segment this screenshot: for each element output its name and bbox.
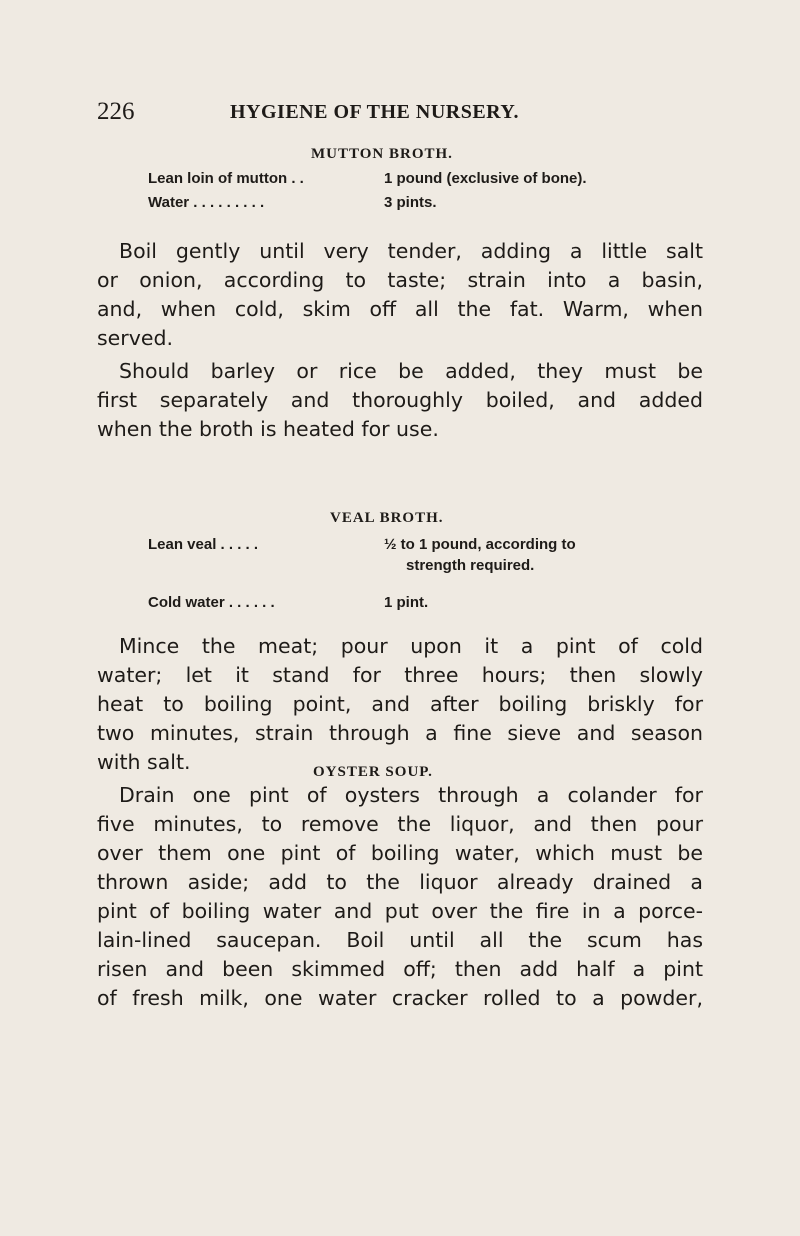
ingredient-name: Lean veal . . . . . — [148, 536, 259, 553]
ingredient-amount-continued: strength required. — [406, 557, 535, 574]
section-title-mutton-broth: MUTTON BROTH. — [311, 146, 453, 162]
ingredient-amount: 1 pint. — [384, 594, 429, 611]
text-line: Boil gently until very tender, adding a little salt — [119, 239, 703, 263]
ingredient-amount: 1 pound (exclusive of bone). — [384, 170, 587, 187]
paragraph-mutton-method — [97, 237, 703, 353]
text-line: of fresh milk, one water cracker rolled to a powder, — [97, 986, 703, 1010]
text-line: thrown aside; add to the liquor already drained a — [97, 870, 703, 894]
text-line: first separately and thoroughly boiled, and added — [97, 388, 703, 412]
text-line: risen and been skimmed off; then add half a pint — [97, 957, 703, 981]
text-line: water; let it stand for three hours; then slowly — [97, 663, 703, 687]
section-title-veal-broth: VEAL BROTH. — [330, 510, 444, 526]
paragraph-veal-method — [97, 632, 703, 777]
text-line: Should barley or rice be added, they must be — [119, 359, 703, 383]
page-number: 226 — [97, 98, 135, 125]
text-line: over them one pint of boiling water, which must be — [97, 841, 703, 865]
text-line: served. — [97, 326, 173, 350]
section-title-oyster-soup: OYSTER SOUP. — [313, 764, 433, 780]
text-line: five minutes, to remove the liquor, and then pour — [97, 812, 703, 836]
text-line: heat to boiling point, and after boiling briskly for — [97, 692, 703, 716]
paragraph-mutton-barley — [97, 357, 703, 444]
text-line: or onion, according to taste; strain into a basin, — [97, 268, 703, 292]
page-header — [97, 98, 657, 128]
paragraph-oyster-method — [97, 781, 703, 1013]
text-line: when the broth is heated for use. — [97, 417, 439, 441]
text-line: lain-lined saucepan. Boil until all the scum has — [97, 928, 703, 952]
ingredient-amount: 3 pints. — [384, 194, 437, 211]
ingredient-name: Cold water . . . . . . — [148, 594, 275, 611]
text-line: pint of boiling water and put over the fire in a porce- — [97, 899, 703, 923]
text-line: with salt. — [97, 750, 191, 774]
text-line: and, when cold, skim off all the fat. Warm, when — [97, 297, 703, 321]
text-line: two minutes, strain through a fine sieve and season — [97, 721, 703, 745]
ingredient-name: Lean loin of mutton . . — [148, 170, 304, 187]
ingredient-amount: ½ to 1 pound, according to — [384, 536, 576, 553]
text-line: Mince the meat; pour upon it a pint of cold — [119, 634, 703, 658]
running-head: HYGIENE OF THE NURSERY. — [230, 101, 520, 123]
text-line: Drain one pint of oysters through a colander for — [119, 783, 703, 807]
ingredient-name: Water . . . . . . . . . — [148, 194, 265, 211]
